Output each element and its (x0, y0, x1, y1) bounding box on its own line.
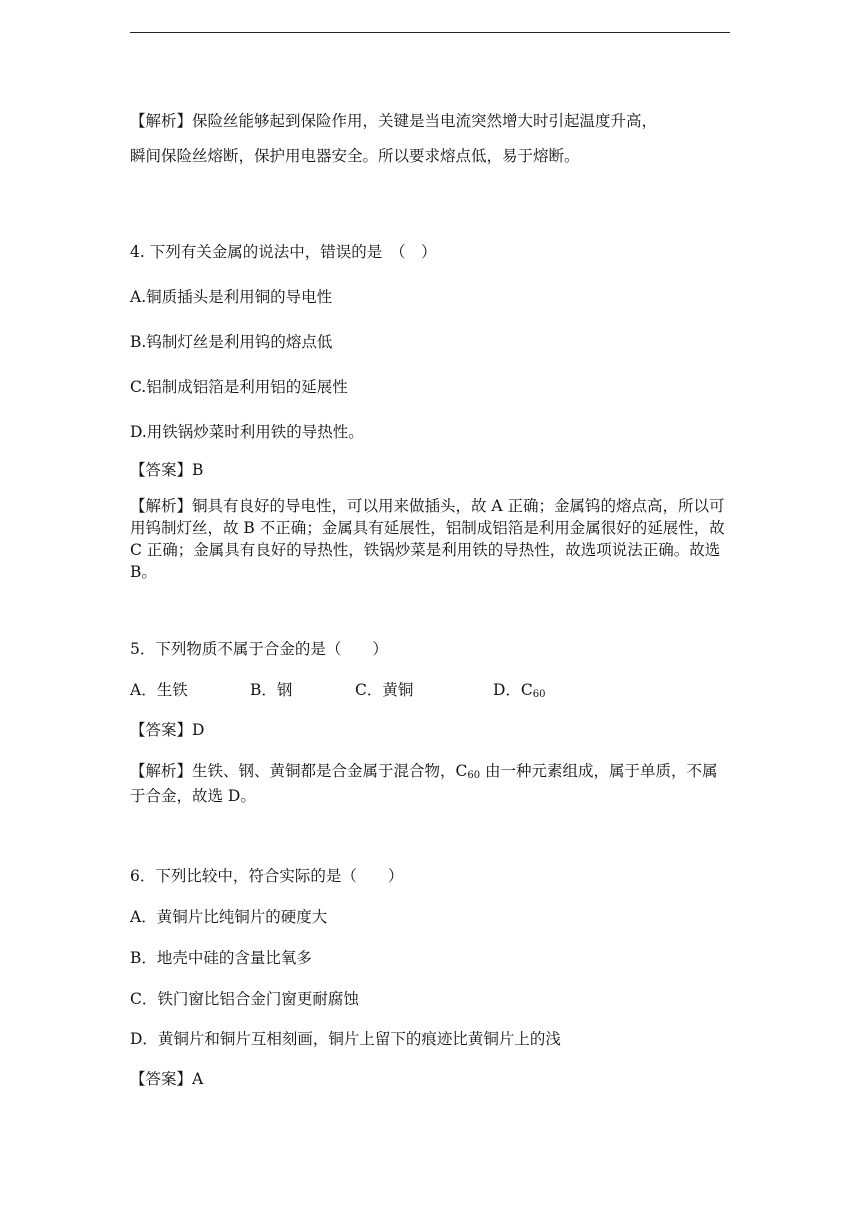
q6-option-a: A．黄铜片比纯铜片的硬度大 (130, 908, 328, 926)
q3-explanation-line2: 瞬间保险丝熔断，保护用电器安全。所以要求熔点低，易于熔断。 (130, 147, 580, 165)
header-rule (130, 32, 730, 33)
q4-explanation: 【解析】铜具有良好的导电性，可以用来做插头，故 A 正确；金属钨的熔点高，所以可用钨制灯丝，故 B 不正确；金属具有延展性，铝制成铝箔是利用金属很好的延展性，故 C 正确；金属具有良好的导热性，铁锅炒菜是利用铁的导热性，故选项说法正确。故选 B。 (130, 497, 725, 581)
q5-stem: 5．下列物质不属于合金的是（ ） (130, 640, 388, 658)
q5-option-a: A．生铁 (130, 681, 188, 699)
q4-answer: 【答案】B (130, 461, 204, 479)
q5-option-b: B．钢 (250, 681, 293, 699)
q5-explanation: 【解析】生铁、钢、黄铜都是合金属于混合物，$C_{60}$ 由一种元素组成，属于单质，不属于合金，故选 D。 (130, 762, 718, 805)
q6-stem: 6．下列比较中，符合实际的是（ ） (130, 867, 404, 885)
q5-answer: 【答案】D (130, 721, 205, 739)
q4-option-a: A.铜质插头是利用铜的导电性 (130, 288, 333, 306)
q4-option-d: D.用铁锅炒菜时利用铁的导热性。 (130, 423, 364, 441)
q5-option-c: C．黄铜 (355, 681, 414, 699)
q4-option-b: B.钨制灯丝是利用钨的熔点低 (130, 333, 333, 351)
q3-explanation-line1: 【解析】保险丝能够起到保险作用，关键是当电流突然增大时引起温度升高， (130, 112, 658, 130)
q5-option-d: D．$C_{60}$ (493, 681, 546, 700)
q6-answer: 【答案】A (130, 1070, 204, 1088)
q4-stem: 4. 下列有关金属的说法中，错误的是 （ ） (130, 243, 437, 261)
q6-option-d: D．黄铜片和铜片互相刻画，铜片上留下的痕迹比黄铜片上的浅 (130, 1030, 561, 1048)
q6-option-b: B．地壳中硅的含量比氧多 (130, 949, 312, 967)
q6-option-c: C．铁门窗比铝合金门窗更耐腐蚀 (130, 990, 359, 1008)
q4-option-c: C.铝制成铝箔是利用铝的延展性 (130, 378, 348, 396)
